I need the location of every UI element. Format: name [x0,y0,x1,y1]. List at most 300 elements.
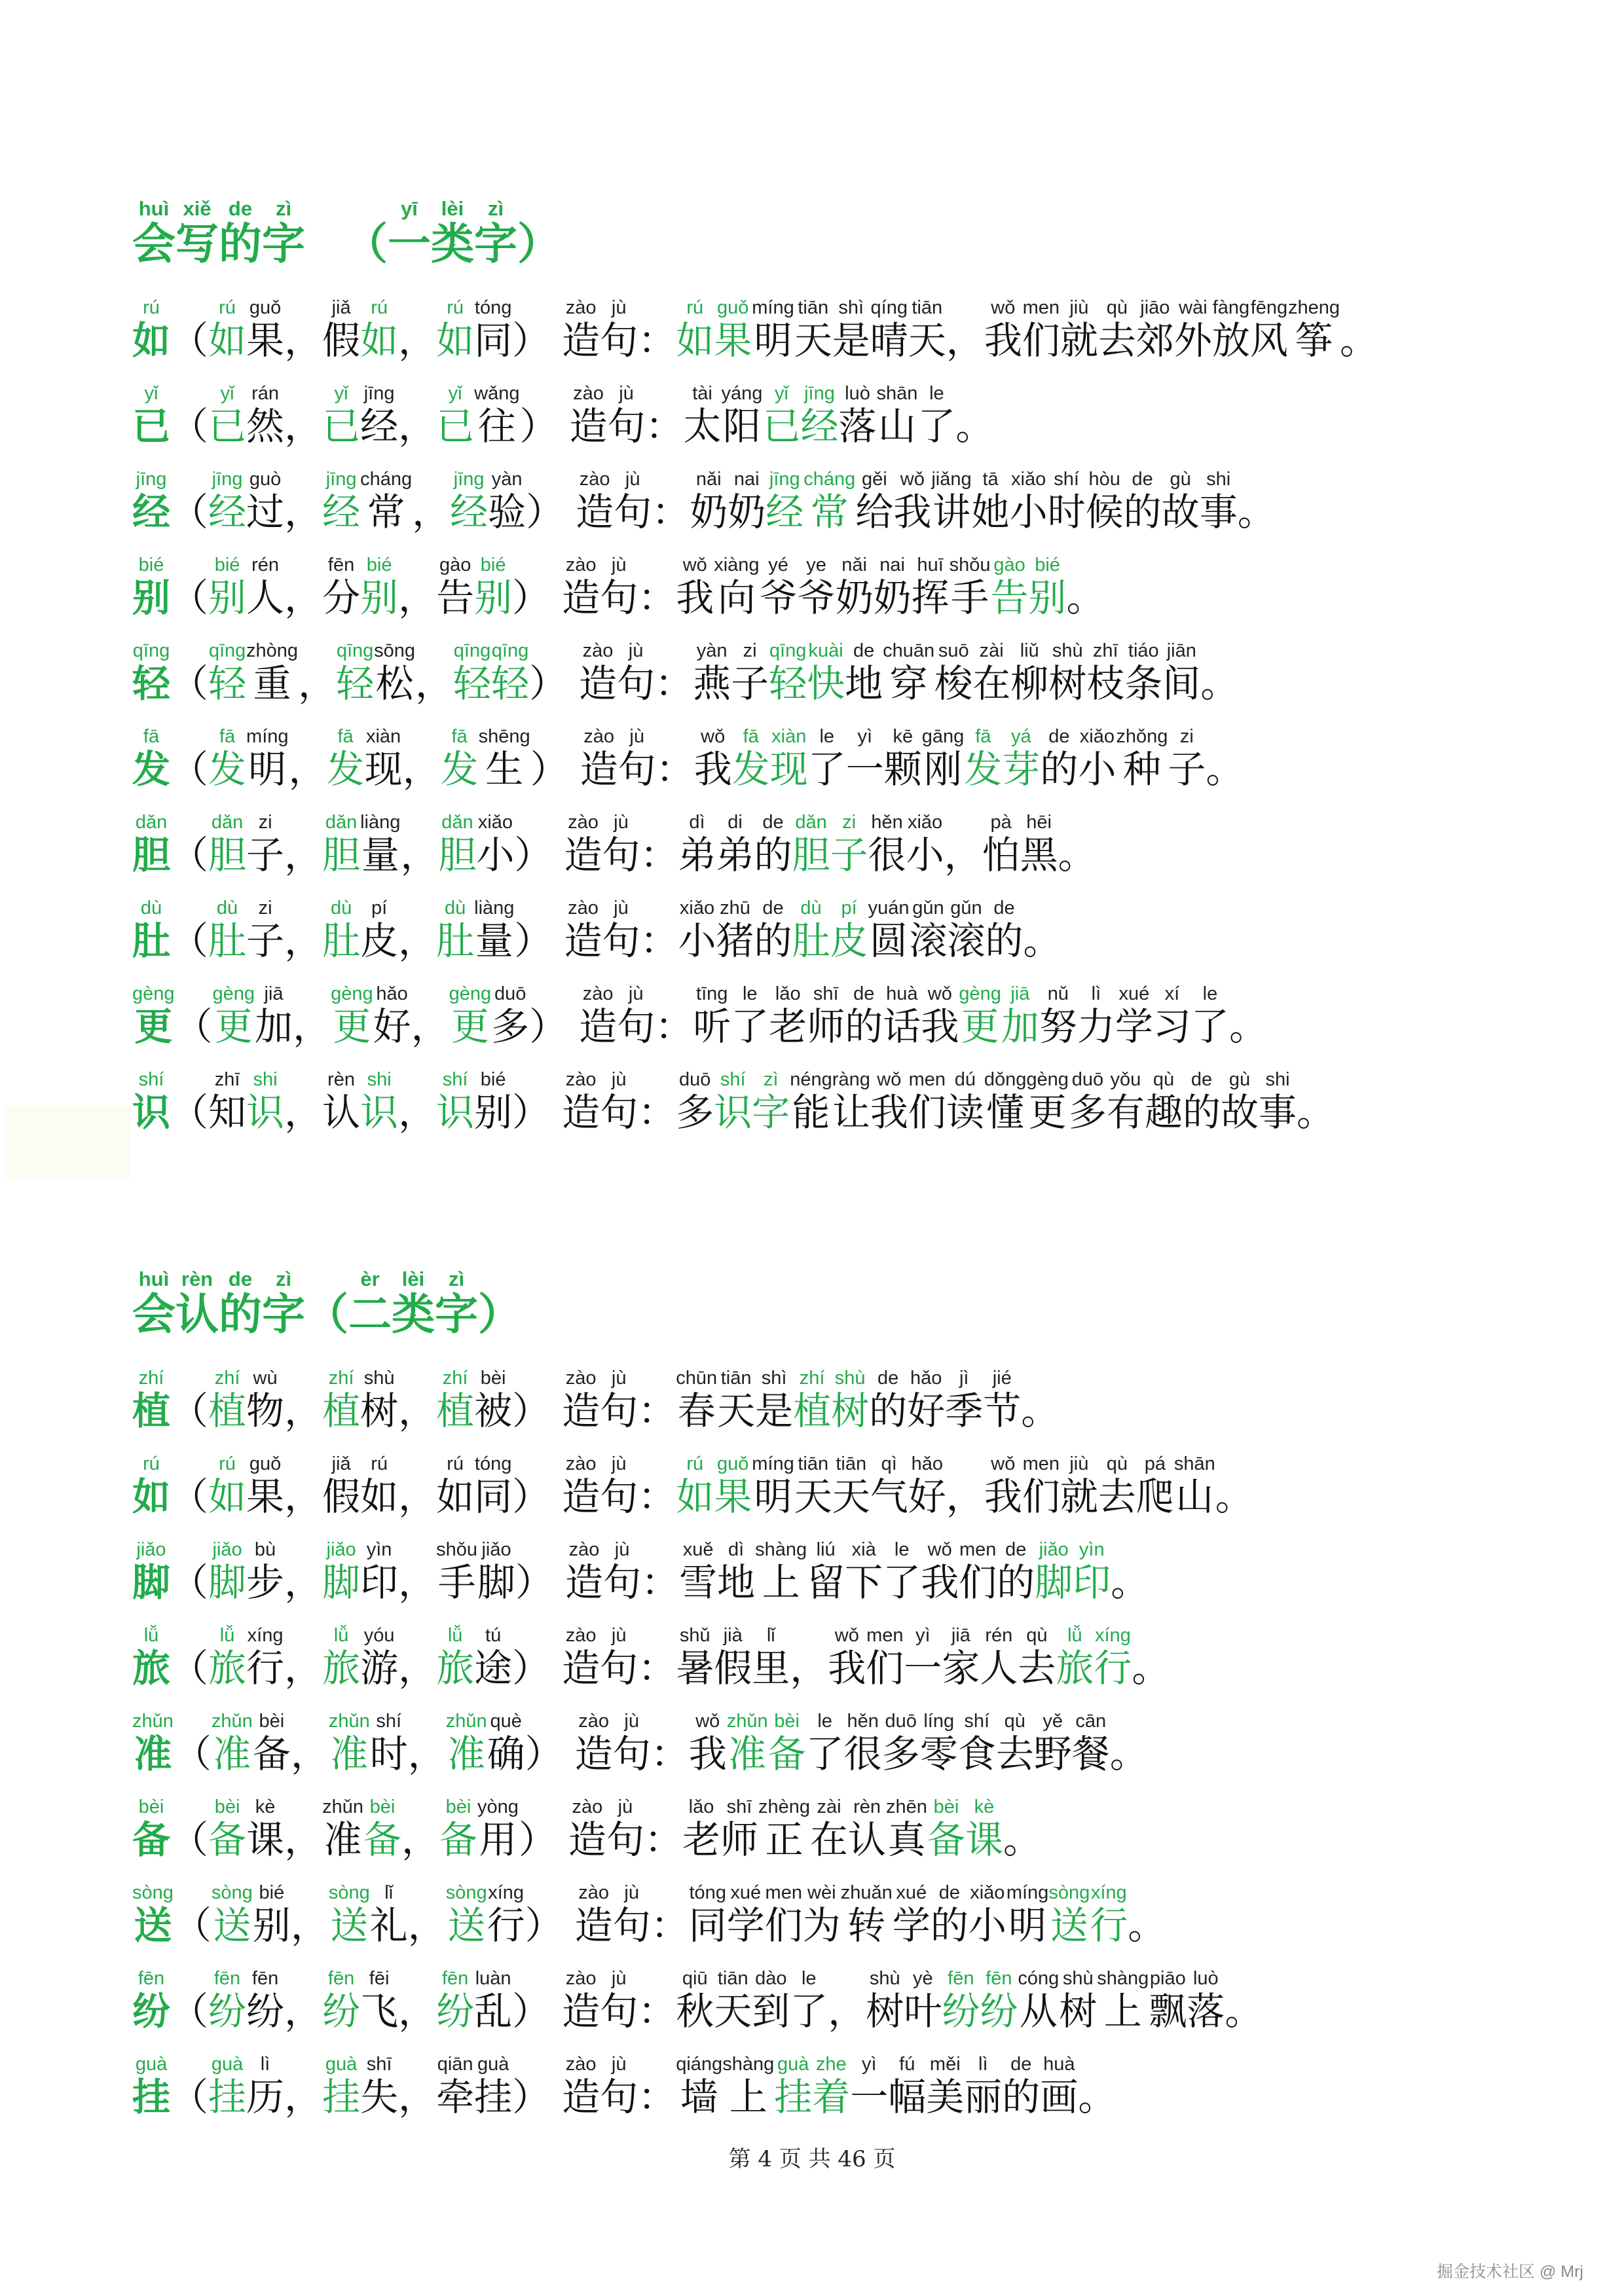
pinyin: dào [755,1968,787,1989]
hanzi: 识 [360,1090,399,1135]
pinyin: yá [1011,726,1031,747]
hanzi: 印 [1073,1560,1111,1605]
pinyin: nai [879,555,905,575]
hanzi: 旅 [132,1646,171,1690]
sentence-char [959,1539,997,1604]
pinyin: rú [143,297,160,318]
hanzi: 送 [447,1903,486,1948]
word-char [436,897,474,962]
hanzi: 一 [904,1646,942,1690]
sentence-char [1035,1539,1073,1604]
sentence-char [803,468,855,534]
target-char [132,297,170,362]
hanzi: 句 [617,1004,655,1049]
pinyin: jù [611,1453,627,1474]
comma: ， [398,2075,437,2119]
hanzi: 现 [769,747,808,792]
pinyin: de [1005,1539,1027,1560]
sentence-char [684,382,722,448]
hanzi: 更 [451,1004,489,1049]
colon: ： [641,1560,680,1605]
sentence-char [1022,297,1060,362]
pinyin: xiǎo [679,898,715,919]
sentence-char [803,1882,841,1947]
pinyin: zhǔn [726,1711,768,1732]
pinyin: wǒ [900,469,925,490]
paren-close: ） [526,490,564,534]
pinyin: fā [975,726,991,747]
hanzi: 我 [870,1090,908,1135]
hanzi: 爬 [1135,1474,1174,1519]
hanzi: 秋 [676,1989,714,2033]
hanzi: 句 [600,1090,638,1135]
hanzi: 发 [132,747,171,792]
paren-close: ） [512,1389,551,1433]
hanzi: 趣 [1144,1090,1183,1135]
comma: ， [402,747,441,792]
vocab-row [132,1604,1540,1690]
sentence-punct: 。 [1066,575,1105,620]
word-char [474,1453,512,1518]
hanzi: 步 [246,1560,285,1605]
hanzi: 子 [830,833,868,877]
paren-close: ） [519,404,558,448]
sentence-char [1077,983,1115,1048]
pinyin: shí [442,1069,468,1090]
word-char [373,983,411,1048]
hanzi: 分 [322,575,361,620]
vocab-row [132,877,1540,962]
pinyin: míng [752,297,794,318]
sentence-punct: ， [944,833,982,877]
pinyin: yáng [721,383,763,404]
sentence-char [921,983,959,1048]
pinyin: dǒng [984,1069,1027,1090]
hanzi: 学 [892,1903,931,1948]
pinyin: liàng [474,898,515,919]
pinyin: qiān [437,2054,473,2075]
sentence-char [1048,1882,1090,1947]
hanzi: 去 [1098,1474,1136,1519]
hanzi: 脚 [208,1560,247,1605]
sentence-char [714,1624,752,1690]
hanzi: 句 [600,1474,638,1519]
word-char [246,1068,284,1134]
hanzi: 了 [731,1004,769,1049]
sentence-char [1010,468,1048,534]
sentence-char [965,1796,1003,1861]
sentence-char [769,983,807,1048]
hanzi: 学 [1115,1004,1153,1049]
pinyin: kē [893,726,913,747]
hanzi: 小 [906,833,944,877]
hanzi: 的 [1040,747,1079,792]
label-char [600,1967,638,2033]
word-char [246,1796,284,1861]
pinyin: wù [253,1368,278,1389]
word-char [436,382,474,448]
hanzi: 间 [1162,661,1201,706]
pinyin: jiā [1010,983,1030,1004]
hanzi: 到 [752,1989,790,2033]
hanzi: 写 [175,218,219,269]
sentence-char [676,297,714,362]
sentence-char [950,554,991,619]
heading-char [219,198,262,267]
hanzi: 同 [474,318,513,363]
pinyin: zào [582,640,614,661]
vocab-row [132,1690,1540,1776]
pinyin: shǒu [949,555,991,575]
pinyin: bèi [774,1711,800,1732]
pinyin: liú [816,1539,836,1560]
pinyin: tóng [474,297,512,318]
pinyin: shi [253,1069,278,1090]
pinyin: xuě [682,1539,714,1560]
hanzi: 条 [1124,661,1163,706]
vocab-row [132,448,1540,534]
sentence-punct: 。 [1228,1004,1267,1049]
target-char [132,1710,174,1776]
pinyin: rú [219,297,236,318]
target-char [132,554,170,619]
hanzi: 圆 [870,919,908,963]
paren-open: （ [170,1989,209,2033]
pinyin: bié [366,555,392,575]
pinyin: zì [275,1267,292,1290]
target-char [132,811,170,877]
hanzi: 黑 [1020,833,1058,877]
sentence-char [845,1539,883,1604]
label-char [618,725,656,791]
pinyin: shi [1265,1069,1290,1090]
word-char [322,1796,363,1861]
hanzi: 皮 [360,919,399,963]
hanzi: 造 [576,490,614,534]
sentence-punct: 。 [1237,490,1276,534]
section-heading [132,1254,1540,1338]
word-char [322,1367,360,1432]
pinyin: zhī [1092,640,1118,661]
hanzi: 去 [1018,1646,1056,1690]
pinyin: zheng [1287,297,1340,318]
vocab-row [132,276,1540,362]
paren-open: （ [170,1389,209,1433]
heading-char [431,198,474,267]
comma: ， [398,318,437,363]
hanzi: 纷 [246,1989,285,2033]
pinyin: zi [1179,726,1194,747]
pinyin: míng [246,726,289,747]
heading-char [435,1268,478,1338]
word-char [208,382,246,448]
hanzi: 印 [360,1560,399,1605]
word-char [439,1796,477,1861]
hanzi: 准 [330,1732,369,1776]
sentence-char [969,1882,1006,1947]
label-char [602,811,640,877]
section-heading [132,183,1540,267]
hanzi: 已 [132,404,171,448]
pinyin: liàng [360,812,401,833]
label-char [608,382,646,448]
pinyin: lì [978,2054,988,2075]
hanzi: 季 [945,1389,984,1433]
colon: ： [652,490,690,534]
sentence-char [693,983,731,1048]
pinyin: yǐ [220,383,234,404]
hanzi: 经 [766,490,804,534]
pinyin: yě [1043,1711,1063,1732]
hanzi: 刚 [924,747,963,792]
hanzi: 们 [866,1646,904,1690]
sentence-char [906,811,944,877]
hanzi: 着 [812,2075,851,2119]
hanzi: 好 [373,1004,411,1049]
hanzi: 为 [802,1903,841,1948]
pinyin: tiān [720,1368,752,1389]
sentence-char [964,2053,1002,2119]
paren-close: ） [525,1732,563,1776]
pinyin: tiān [798,1453,829,1474]
hanzi: 天 [794,318,832,363]
word-char [329,1882,370,1947]
sentence-char [1116,725,1168,791]
pinyin: hēi [1026,812,1052,833]
hanzi: 生 [485,747,524,792]
hanzi: 食 [957,1732,996,1776]
paren-close: ） [529,661,568,706]
word-char [208,1453,246,1518]
word-char [208,1967,246,2033]
sentence-char [678,897,716,962]
pinyin: zào [565,1453,597,1474]
hanzi: 柳 [1010,661,1049,706]
hanzi: 我 [984,1474,1022,1519]
hanzi: 时 [1047,490,1086,534]
sentence-char [972,640,1010,705]
hanzi: 胆 [132,833,171,877]
comma: ， [288,747,327,792]
hanzi: 旅 [208,1646,247,1690]
hanzi: 天 [832,1474,870,1519]
pinyin: bèi [369,1796,396,1817]
hanzi: 筝 [1295,318,1333,363]
label-char [614,468,652,534]
pinyin: ye [806,555,826,575]
hanzi: 猪 [716,919,754,963]
hanzi: 树 [360,1389,399,1433]
hanzi: 读 [946,1090,984,1135]
pinyin: zì [275,197,292,220]
pinyin: qù [1026,1625,1048,1646]
pinyin: èr [360,1267,380,1290]
pinyin: pí [841,898,857,919]
hanzi: 备 [439,1817,478,1862]
paren-open: （ [170,1646,209,1690]
word-char [208,1796,246,1861]
pinyin: fā [451,726,468,747]
sentence-char [945,1367,983,1432]
pinyin: bié [1035,555,1060,575]
pinyin: rú [371,1453,388,1474]
sentence-char [947,897,985,962]
hanzi: 的 [1002,2075,1041,2119]
hanzi: 句 [612,1732,651,1776]
label-char [617,640,655,705]
hanzi: 经 [208,490,247,534]
hanzi: 山 [1175,1474,1214,1519]
pinyin: jù [611,555,627,575]
pinyin: xiàng [714,555,760,575]
pinyin: cān [1075,1711,1107,1732]
sentence-char [893,468,931,534]
pinyin: cháng [803,469,856,490]
sentence-char [832,1068,870,1134]
hanzi: 备 [363,1817,401,1862]
hanzi: 备 [252,1732,291,1776]
pinyin: suō [938,640,969,661]
word-char [360,1068,398,1134]
heading-paren-open: （ [344,218,388,269]
hanzi: 们 [1022,1474,1060,1519]
pinyin: qù [1004,1711,1025,1732]
pinyin: zài [817,1796,841,1817]
hanzi: 候 [1085,490,1124,534]
pinyin: jù [625,469,640,490]
sentence-char [1086,468,1124,534]
comma: ， [284,1989,323,2033]
sentence-char [845,983,883,1048]
sentence-char [942,1967,980,2033]
pinyin: zào [565,1069,597,1090]
pinyin: yī [401,197,418,220]
hanzi: 我 [688,1732,727,1776]
sentence-char [1115,983,1153,1048]
hanzi: 好 [908,1474,946,1519]
hanzi: 往 [477,404,516,448]
pinyin: huà [1043,2054,1075,2075]
label-char [576,468,614,534]
hanzi: 挂 [774,2075,813,2119]
hanzi: 会 [132,1288,175,1339]
pinyin: shǒu [436,1539,478,1560]
paren-open: （ [170,490,209,534]
section-recognize-characters [132,1254,1540,2119]
hanzi: 告 [990,575,1029,620]
hanzi: 认 [848,1817,887,1862]
paren-close: ） [514,833,553,877]
sentence-char [846,725,884,791]
hanzi: 地 [845,661,883,706]
pinyin: qīng [453,640,491,661]
hanzi: 画 [1040,2075,1079,2119]
heading-char [175,1268,219,1338]
sentence-char [1026,1068,1069,1134]
comma: ， [284,919,323,963]
hanzi: 已 [208,404,247,448]
pinyin: hǎo [376,983,408,1004]
pinyin: dì [689,812,705,833]
vocab-row [132,1347,1540,1432]
pinyin: zào [565,1368,597,1389]
hanzi: 物 [246,1389,285,1433]
hanzi: 多 [491,1004,530,1049]
hanzi: 的 [754,833,792,877]
paren-close: ） [514,919,553,963]
paren-close: ） [518,1817,557,1862]
word-char [476,811,514,877]
pinyin: fēi [369,1968,390,1989]
paren-close: ） [512,1989,551,2033]
sentence-char [722,2053,774,2119]
heading-char [262,1268,305,1338]
hanzi: 老 [769,1004,807,1049]
hanzi: 气 [870,1474,908,1519]
word-char [208,1624,246,1690]
pinyin: xué [1118,983,1150,1004]
sentence-punct: 。 [1058,833,1096,877]
hanzi: 力 [1077,1004,1115,1049]
pinyin: jīng [804,383,835,404]
hanzi: 送 [1050,1903,1088,1948]
paren-close: ） [529,1004,568,1049]
word-char [360,468,412,534]
sentence-char [766,468,803,534]
vocab-row [132,962,1540,1048]
hanzi: 量 [475,919,513,963]
hanzi: 送 [330,1903,369,1948]
sentence-char [1002,725,1040,791]
hanzi: 去 [995,1732,1034,1776]
pinyin: dù [140,898,162,919]
word-char [436,2053,474,2119]
word-char [449,983,492,1048]
hanzi: 造 [580,747,618,792]
word-char [322,1539,360,1604]
pinyin: zào [579,469,610,490]
sentence-char [1162,640,1200,705]
pinyin: jià [723,1625,743,1646]
pinyin: dǎn [211,812,244,833]
sentence-punct: 。 [1111,1560,1149,1605]
label-char [568,1796,606,1861]
hanzi: 胆 [322,833,361,877]
pinyin: rú [447,297,464,318]
hanzi: 肚 [208,919,247,963]
vocab-row [132,1432,1540,1518]
pinyin: qíng [870,297,908,318]
hanzi: 造 [562,2075,600,2119]
word-char [360,1967,398,2033]
sentence-char [866,1624,904,1690]
sentence-char [1048,468,1086,534]
word-char [474,2053,512,2119]
pinyin: shí [964,1711,990,1732]
pinyin: zào [565,1968,597,1989]
comma: ， [398,1090,437,1135]
sentence-char [812,2053,850,2119]
pinyin: shàng [722,2054,775,2075]
sentence-char [1145,1068,1183,1134]
sentence-char [1059,1967,1097,2033]
sentence-char [850,2053,888,2119]
target-char [132,725,170,791]
word-char [246,468,284,534]
hanzi: 如 [436,318,475,363]
sentence-char [1162,468,1200,534]
pinyin: chūn [676,1368,718,1389]
